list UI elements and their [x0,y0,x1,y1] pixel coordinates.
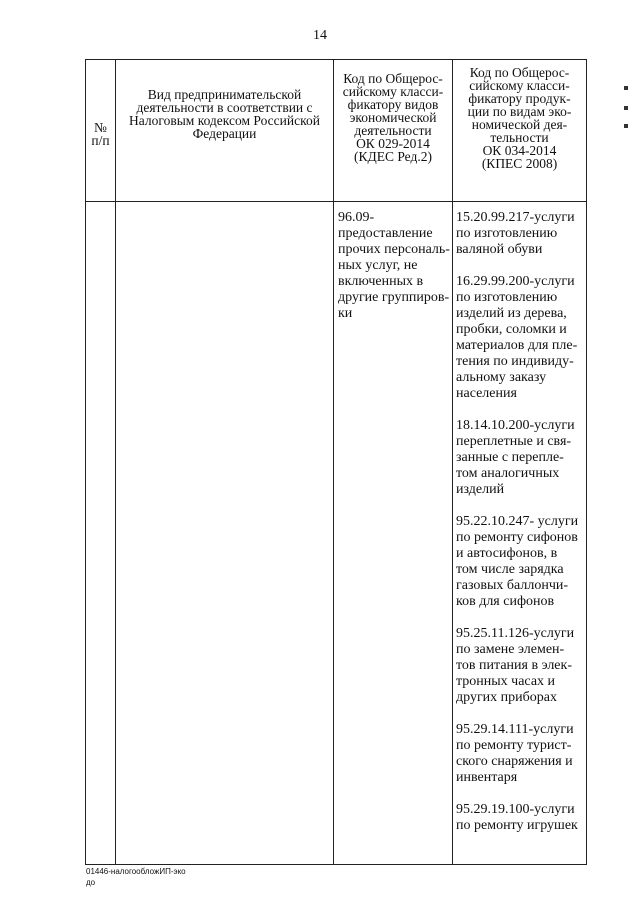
okved-code-entry: 96.09- предоставление прочих персональ- ных услуг, не включенных в другие группиров- ки [338,210,450,321]
row-okved-cell [334,202,453,865]
okpd-line: номической дея- [471,117,568,132]
activity-table [85,59,587,865]
okpd-line: (КПЕС 2008) [481,156,558,171]
scan-dot [624,124,628,128]
okpd-code-entry: 95.29.19.100-услуги по ремонту игрушек [456,802,578,833]
okved-line: сийскому класси- [342,84,444,99]
okpd-line: фикатору продук- [468,91,571,106]
header-okved [334,60,453,202]
okpd-line: Код по Общерос- [469,65,570,80]
document-footer: 01446-налогообложИП-эко до [86,867,186,887]
row-num-cell [86,202,116,865]
okved-line: фикатору видов [347,97,439,112]
okpd-line: тельности [490,130,549,145]
header-okpd-text [455,66,584,170]
header-num-text: № п/п [91,119,110,148]
row-okpd-cell [453,202,587,865]
row-activity-cell [116,202,334,865]
okpd-code-entry: 95.29.14.111-услуги по ремонту турист- ского снаряжения и инвентаря [456,722,574,785]
okved-line: деятельности [354,123,432,138]
header-activity [116,60,334,202]
okved-line: Код по Общерос- [343,71,443,86]
header-okpd [453,60,587,202]
okpd-code-list [456,210,586,834]
header-okved-text [336,72,450,163]
okpd-line: сийскому класси- [469,78,570,93]
okved-line: ОК 029-2014 [356,136,430,151]
okpd-line: ОК 034-2014 [482,143,557,158]
table-header-row [86,60,587,202]
okved-line: (КДЕС Ред.2) [354,149,432,164]
okpd-code-entry: 18.14.10.200-услуги переплетные и свя- занные с перепле- том аналогичных изделий [456,418,575,497]
okved-line: экономической [349,110,437,125]
okpd-line: ции по видам эко- [467,104,572,119]
okpd-code-entry: 16.29.99.200-услуги по изготовлению изделий из дерева, пробки, соломки и материалов для пле- тения по индивиду- альному заказу населения [456,274,578,401]
scan-dot [624,86,628,90]
table-row [86,202,587,865]
okpd-code-entry: 95.22.10.247- услуги по ремонту сифонов и автосифонов, в том числе зарядка газовых баллончи- ков для сифонов [456,514,579,609]
okpd-code-entry: 15.20.99.217-услуги по изготовлению валяной обуви [456,210,575,257]
page-number: 14 [313,28,327,43]
header-num [86,60,116,202]
header-activity-text: Вид предпринимательской деятельности в соответствии с Налоговым кодексом Российской Федерации [129,87,320,141]
scan-dot [624,106,628,110]
okpd-code-entry: 95.25.11.126-услуги по замене элемен- тов питания в элек- тронных часах и других приборах [456,626,575,705]
